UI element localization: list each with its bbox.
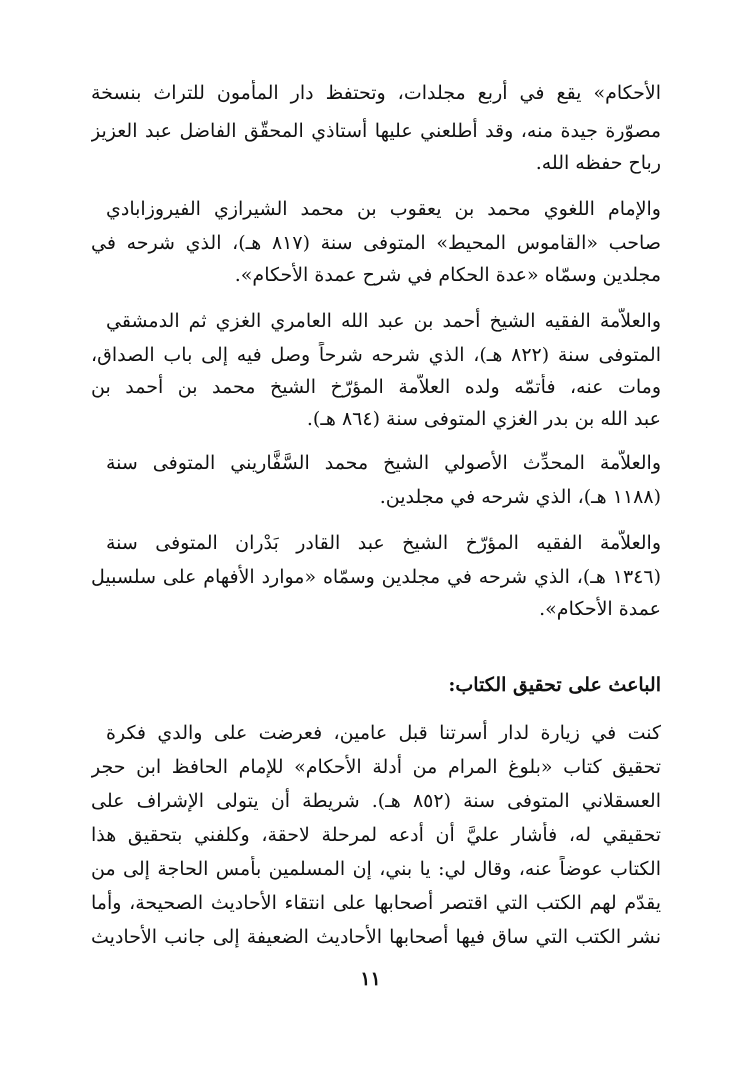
page-number: ١١ <box>360 968 381 990</box>
text-line: كنت في زيارة لدار أسرتنا قبل عامين، فعرضت على والدي فكرة <box>106 722 661 744</box>
text-line: (١٣٤٦ هـ)، الذي شرحه في مجلدين وسمّاه «موارد الأفهام على سلسبيل <box>91 566 661 588</box>
text-line: والإمام اللغوي محمد بن يعقوب بن محمد الشيرازي الفيروزابادي <box>106 198 661 220</box>
text-line: عمدة الأحكام». <box>539 598 661 620</box>
text-line: والعلاّمة الفقيه المؤرّخ الشيخ عبد القادر بَدْران المتوفى سنة <box>106 532 661 554</box>
text-line: والعلاّمة المحدِّث الأصولي الشيخ محمد السَّفَّاريني المتوفى سنة <box>106 452 661 474</box>
text-line: مصوّرة جيدة منه، وقد أطلعني عليها أستاذي المحقّق الفاضل عبد العزيز <box>91 120 661 142</box>
text-line: رباح حفظه الله. <box>535 152 661 174</box>
text-line: العسقلاني المتوفى سنة (٨٥٢ هـ). شريطة أن يتولى الإشراف على <box>91 790 661 812</box>
text-line: الأحكام» يقع في أربع مجلدات، وتحتفظ دار المأمون للتراث بنسخة <box>91 82 661 104</box>
text-line: نشر الكتب التي ساق فيها أصحابها الأحاديث الضعيفة إلى جانب الأحاديث <box>91 926 661 948</box>
text-line: صاحب «القاموس المحيط» المتوفى سنة (٨١٧ هـ)، الذي شرحه في <box>91 232 661 254</box>
text-line: مجلدين وسمّاه «عدة الحكام في شرح عمدة الأحكام». <box>234 264 661 286</box>
text-line: (١١٨٨ هـ)، الذي شرحه في مجلدين. <box>379 486 661 508</box>
text-line: تحقيق كتاب «بلوغ المرام من أدلة الأحكام» للإمام الحافظ ابن حجر <box>91 756 661 778</box>
text-line: عبد الله بن بدر الغزي المتوفى سنة (٨٦٤ هـ). <box>306 408 661 430</box>
text-line: الكتاب عوضاً عنه، وقال لي: يا بني، إن المسلمين بأمس الحاجة إلى من <box>91 858 661 880</box>
text-line: والعلاّمة الفقيه الشيخ أحمد بن عبد الله العامري الغزي ثم الدمشقي <box>106 310 661 332</box>
text-line: يقدّم لهم الكتب التي اقتصر أصحابها على انتقاء الأحاديث الصحيحة، وأما <box>91 892 661 914</box>
text-line: ومات عنه، فأتمّه ولده العلاّمة المؤرّخ الشيخ محمد بن أحمد بن <box>91 376 661 398</box>
section-heading: الباعث على تحقيق الكتاب: <box>448 674 661 696</box>
text-line: تحقيقي له، فأشار عليَّ أن أدعه لمرحلة لاحقة، وكلفني بتحقيق هذا <box>91 824 661 846</box>
text-line: المتوفى سنة (٨٢٢ هـ)، الذي شرحه شرحاً وصل فيه إلى باب الصداق، <box>91 344 661 366</box>
